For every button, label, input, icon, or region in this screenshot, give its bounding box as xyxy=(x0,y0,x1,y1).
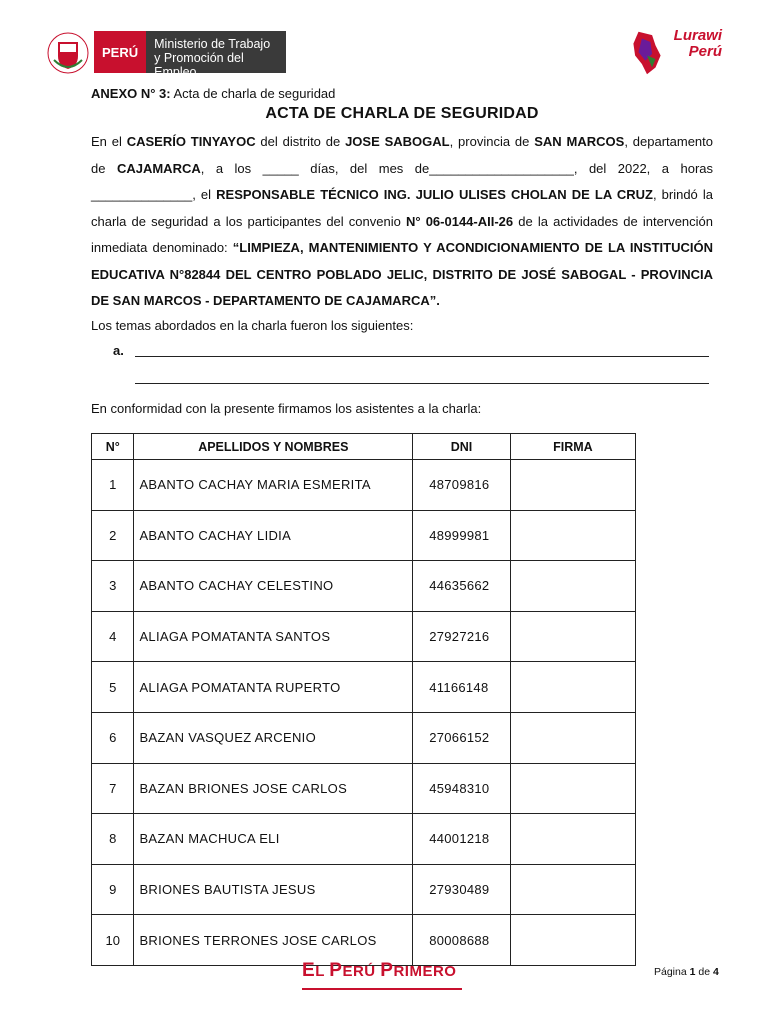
row-signature-cell[interactable] xyxy=(510,864,635,915)
footer-slogan-logo xyxy=(302,960,456,982)
page-total: 4 xyxy=(712,966,719,978)
gov-country-label: PERÚ xyxy=(94,31,146,73)
annex-text: Acta de charla de seguridad xyxy=(170,86,336,101)
ministry-logo xyxy=(94,31,286,79)
row-name: ABANTO CACHAY MARIA ESMERITA xyxy=(134,460,413,511)
peru-map-icon xyxy=(630,28,664,78)
row-dni: 44635662 xyxy=(413,561,511,612)
slogan-p: P xyxy=(329,960,343,981)
program-name xyxy=(674,28,722,60)
row-number: 10 xyxy=(92,915,134,966)
row-dni: 27066152 xyxy=(413,712,511,763)
document-body xyxy=(91,86,713,416)
row-name: BAZAN MACHUCA ELI xyxy=(134,814,413,865)
row-signature-cell[interactable] xyxy=(510,662,635,713)
row-dni: 45948310 xyxy=(413,763,511,814)
intro-proyecto: “LIMPIEZA, MANTENIMIENTO Y ACONDICIONAMIENTO DE LA INSTITUCIÓN EDUCATIVA N°82844 DEL CENTRO POBLADO JELIC, DISTRITO DE JOSÉ SABOGAL - PROVINCIA DE SAN MARCOS - DEPARTAMENTO DE CAJAMARCA”. xyxy=(91,240,713,308)
row-signature-cell[interactable] xyxy=(510,611,635,662)
table-row xyxy=(92,712,636,763)
topics-blank-line-1[interactable] xyxy=(135,356,709,357)
topics-line-b xyxy=(91,361,713,387)
row-name: BRIONES TERRONES JOSE CARLOS xyxy=(134,915,413,966)
row-name: BRIONES BAUTISTA JESUS xyxy=(134,864,413,915)
page-header xyxy=(46,28,726,80)
intro-text-6: , brindó la charla de seguridad a los participantes del convenio xyxy=(91,187,713,229)
row-number: 5 xyxy=(92,662,134,713)
conformity-text: En conformidad con la presente firmamos los asistentes a la charla: xyxy=(91,400,482,416)
intro-text-7: de la actividades de intervención inmediata denominado: xyxy=(91,213,714,255)
row-number: 8 xyxy=(92,814,134,865)
intro-text-4: , departamento de xyxy=(91,134,713,176)
row-dni: 41166148 xyxy=(413,662,511,713)
topics-blank-line-2[interactable] xyxy=(135,383,709,384)
page-current: 1 xyxy=(689,966,696,978)
row-signature-cell[interactable] xyxy=(510,915,635,966)
intro-departamento: CAJAMARCA xyxy=(116,160,201,176)
row-number: 3 xyxy=(92,561,134,612)
table-row xyxy=(92,460,636,511)
header-number: N° xyxy=(92,434,134,460)
header-dni: DNI xyxy=(413,434,511,460)
intro-caserio: CASERÍO TINYAYOC xyxy=(126,134,256,149)
national-shield-icon xyxy=(46,30,90,76)
row-dni: 80008688 xyxy=(413,915,511,966)
annex-label: ANEXO N° 3: xyxy=(91,86,171,101)
row-signature-cell[interactable] xyxy=(510,712,635,763)
intro-text-5: , a los _____ días, del mes de____________________, del 2022, a horas ______________, el xyxy=(91,160,714,202)
row-number: 7 xyxy=(92,763,134,814)
row-name: ALIAGA POMATANTA RUPERTO xyxy=(134,662,413,713)
topics-item-label: a. xyxy=(113,342,124,358)
slogan-eru: ERÚ xyxy=(342,963,381,980)
header-names: APELLIDOS Y NOMBRES xyxy=(134,434,413,460)
ministry-line-1: Ministerio de Trabajo xyxy=(154,37,271,51)
lurawi-logo xyxy=(630,26,726,80)
row-signature-cell[interactable] xyxy=(510,814,635,865)
page-of: de xyxy=(695,966,713,978)
footer-divider xyxy=(302,988,462,990)
row-dni: 44001218 xyxy=(413,814,511,865)
ministry-line-2: y Promoción del Empleo xyxy=(154,51,244,79)
page-number xyxy=(654,966,719,978)
row-name: ALIAGA POMATANTA SANTOS xyxy=(134,611,413,662)
row-dni: 27930489 xyxy=(413,864,511,915)
table-row xyxy=(92,763,636,814)
topics-line-a xyxy=(91,335,713,361)
program-name-line-2: Perú xyxy=(688,43,722,60)
row-name: BAZAN VASQUEZ ARCENIO xyxy=(134,712,413,763)
slogan-l: L xyxy=(315,963,330,980)
intro-paragraph xyxy=(91,129,713,315)
row-name: ABANTO CACHAY LIDIA xyxy=(134,510,413,561)
row-signature-cell[interactable] xyxy=(510,460,635,511)
intro-text-1: En el xyxy=(91,134,127,149)
annex-heading xyxy=(91,86,713,101)
row-dni: 48999981 xyxy=(413,510,511,561)
row-dni: 48709816 xyxy=(413,460,511,511)
header-signature: FIRMA xyxy=(510,434,635,460)
intro-text-2: del distrito de xyxy=(255,134,346,149)
intro-text-3: , provincia de xyxy=(449,134,535,149)
slogan-rimero: RIMERO xyxy=(393,963,457,980)
table-row xyxy=(92,510,636,561)
row-number: 2 xyxy=(92,510,134,561)
table-header-row xyxy=(92,434,636,460)
slogan-e: E xyxy=(302,960,316,981)
row-signature-cell[interactable] xyxy=(510,561,635,612)
row-signature-cell[interactable] xyxy=(510,763,635,814)
table-row xyxy=(92,662,636,713)
row-number: 9 xyxy=(92,864,134,915)
intro-distrito: JOSE SABOGAL xyxy=(345,134,450,149)
table-row xyxy=(92,915,636,966)
table-row xyxy=(92,864,636,915)
attendance-table xyxy=(91,433,636,966)
row-number: 6 xyxy=(92,712,134,763)
document-title: ACTA DE CHARLA DE SEGURIDAD xyxy=(265,105,539,122)
topics-label: Los temas abordados en la charla fueron los siguientes: xyxy=(91,317,414,333)
ministry-name xyxy=(146,31,286,79)
row-number: 1 xyxy=(92,460,134,511)
intro-convenio: N° 06-0144-AII-26 xyxy=(405,213,514,229)
row-number: 4 xyxy=(92,611,134,662)
table-row xyxy=(92,561,636,612)
program-name-line-1: Lurawi xyxy=(673,27,722,44)
page-label: Página xyxy=(654,966,690,978)
row-signature-cell[interactable] xyxy=(510,510,635,561)
row-dni: 27927216 xyxy=(413,611,511,662)
row-name: ABANTO CACHAY CELESTINO xyxy=(134,561,413,612)
intro-provincia: SAN MARCOS xyxy=(534,134,625,149)
table-row xyxy=(92,814,636,865)
table-row xyxy=(92,611,636,662)
intro-responsable: RESPONSABLE TÉCNICO ING. JULIO ULISES CHOLAN DE LA CRUZ xyxy=(216,187,653,202)
row-name: BAZAN BRIONES JOSE CARLOS xyxy=(134,763,413,814)
slogan-p2: P xyxy=(380,960,394,981)
